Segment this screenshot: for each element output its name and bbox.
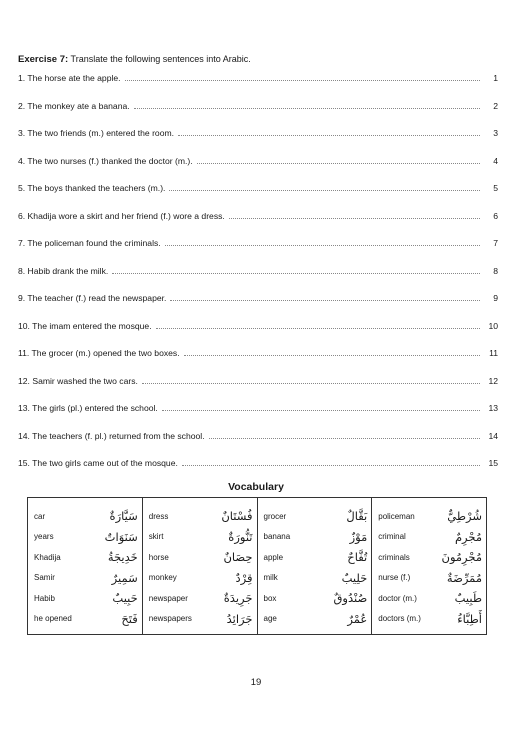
exercise-item — [18, 341, 498, 369]
vocab-arabic: جَرَائِدُ — [226, 611, 253, 626]
vocab-arabic: فَتَحَ — [121, 611, 138, 626]
vocab-entry — [34, 506, 138, 527]
answer-line[interactable] — [162, 402, 480, 411]
vocab-english: apple — [263, 552, 284, 562]
item-number: 13 — [488, 403, 498, 413]
vocab-english: monkey — [148, 573, 177, 583]
exercise-label: Exercise 7: — [18, 54, 69, 65]
exercise-sentence: 9. The teacher (f.) read the newspaper. — [18, 293, 167, 303]
vocab-english: skirt — [148, 532, 164, 542]
vocab-arabic: قِرْدٌ — [235, 570, 253, 585]
vocab-entry — [34, 588, 138, 609]
vocab-english: years — [34, 532, 54, 542]
vocab-arabic: حَلِيبٌ — [341, 570, 368, 585]
answer-line[interactable] — [184, 347, 480, 356]
exercise-item — [18, 176, 498, 204]
exercise-sentence: 6. Khadija wore a skirt and her friend (f.) wore a dress. — [18, 210, 225, 221]
vocab-english: grocer — [263, 511, 287, 521]
vocab-entry — [34, 527, 138, 548]
exercise-item — [18, 121, 498, 149]
vocab-entry — [378, 609, 482, 630]
vocab-english: box — [263, 593, 277, 603]
exercise-item — [18, 149, 498, 177]
answer-line[interactable] — [156, 320, 480, 329]
exercise-item — [18, 396, 498, 424]
exercise-item — [18, 286, 498, 314]
item-number: 3 — [493, 128, 498, 138]
vocab-arabic: أَطِبَّاءُ — [457, 611, 482, 626]
vocab-english: horse — [148, 552, 169, 562]
item-number: 4 — [493, 155, 498, 166]
exercise-item — [18, 94, 498, 122]
exercise-item — [18, 369, 498, 397]
exercise-sentence: 10. The imam entered the mosque. — [18, 320, 152, 331]
exercise-sentence: 14. The teachers (f. pl.) returned from the school. — [18, 430, 205, 441]
vocab-entry — [264, 506, 368, 527]
vocab-arabic: طَبِيبٌ — [454, 591, 482, 606]
vocab-arabic: مُمَرِّضَةٌ — [446, 570, 482, 585]
exercise-sentence: 3. The two friends (m.) entered the room. — [18, 128, 175, 138]
exercise-item — [18, 66, 498, 94]
vocab-arabic: شُرْطِيٌّ — [447, 509, 482, 524]
vocab-arabic: سَمِيرٌ — [111, 570, 138, 585]
vocab-english: Khadija — [34, 552, 61, 562]
vocab-english: banana — [263, 532, 291, 542]
exercise-sentence: 2. The monkey ate a banana. — [18, 100, 130, 111]
vocab-entry — [378, 527, 482, 548]
item-number: 8 — [493, 265, 498, 276]
answer-line[interactable] — [209, 430, 480, 439]
vocabulary-column — [372, 498, 486, 634]
vocab-entry — [34, 547, 138, 568]
vocab-english: newspapers — [148, 614, 192, 624]
vocab-arabic: سَنَوَاتٌ — [104, 529, 138, 544]
exercise-sentence: 13. The girls (pl.) entered the school. — [18, 403, 158, 413]
item-number: 1 — [493, 73, 498, 83]
exercise-header — [18, 54, 251, 65]
item-number: 5 — [493, 183, 498, 193]
vocab-entry — [264, 527, 368, 548]
vocab-english: car — [34, 511, 46, 521]
exercise-sentence: 5. The boys thanked the teachers (m.). — [18, 183, 166, 193]
item-number: 9 — [493, 293, 498, 303]
answer-line[interactable] — [197, 155, 480, 164]
exercise-sentence: 15. The two girls came out of the mosque. — [18, 458, 178, 468]
vocab-entry — [149, 568, 253, 589]
vocab-arabic: عُمْرٌ — [347, 611, 368, 626]
answer-line[interactable] — [112, 265, 480, 274]
answer-line[interactable] — [142, 375, 480, 384]
vocabulary-column — [28, 498, 143, 634]
exercise-instruction: Translate the following sentences into Arabic. — [70, 54, 251, 64]
answer-line[interactable] — [178, 127, 480, 136]
vocabulary-column — [143, 498, 258, 634]
vocab-entry — [378, 547, 482, 568]
vocab-entry — [149, 588, 253, 609]
item-number: 10 — [488, 320, 498, 331]
vocabulary-title: Vocabulary — [228, 481, 284, 493]
vocab-entry — [264, 547, 368, 568]
vocab-entry — [378, 568, 482, 589]
vocab-english: doctors (m.) — [378, 614, 421, 624]
exercise-sentence: 7. The policeman found the criminals. — [18, 238, 161, 248]
vocab-arabic: مُجْرِمٌ — [454, 529, 482, 544]
exercise-sentence: 1. The horse ate the apple. — [18, 73, 121, 83]
answer-line[interactable] — [125, 72, 480, 81]
vocab-entry — [264, 588, 368, 609]
vocab-entry — [34, 568, 138, 589]
vocab-entry — [149, 609, 253, 630]
exercise-item — [18, 314, 498, 342]
exercise-sentence: 4. The two nurses (f.) thanked the doctor (m.). — [18, 155, 193, 166]
vocab-arabic: بَقَّالٌ — [346, 509, 368, 524]
answer-line[interactable] — [229, 210, 480, 219]
item-number: 6 — [493, 210, 498, 221]
vocab-entry — [264, 568, 368, 589]
item-number: 2 — [493, 100, 498, 111]
exercise-item — [18, 424, 498, 452]
vocab-arabic: فُسْتَانٌ — [221, 509, 253, 524]
item-number: 15 — [488, 458, 498, 468]
vocab-arabic: تُفَّاحٌ — [347, 550, 368, 565]
exercise-item — [18, 204, 498, 232]
vocab-arabic: مُجْرِمُونَ — [441, 550, 482, 565]
item-number: 14 — [488, 430, 498, 441]
vocab-arabic: مَوْزٌ — [349, 529, 368, 544]
exercise-item — [18, 451, 498, 479]
vocab-arabic: سَيَّارَةٌ — [109, 509, 138, 524]
vocab-entry — [149, 547, 253, 568]
vocab-entry — [34, 609, 138, 630]
page-number: 19 — [250, 677, 262, 688]
vocab-arabic: جَرِيدَةٌ — [223, 591, 253, 606]
answer-line[interactable] — [169, 182, 480, 191]
answer-line[interactable] — [134, 100, 480, 109]
vocab-arabic: خَدِيجَةُ — [107, 550, 138, 565]
exercise-sentence: 11. The grocer (m.) opened the two boxes. — [18, 348, 180, 358]
vocab-english: criminal — [378, 532, 406, 542]
vocab-entry — [149, 527, 253, 548]
vocab-english: newspaper — [148, 593, 188, 603]
exercise-sentence: 12. Samir washed the two cars. — [18, 375, 138, 386]
vocabulary-column — [258, 498, 373, 634]
answer-line[interactable] — [170, 292, 480, 301]
vocab-arabic: حِصَانٌ — [223, 550, 253, 565]
exercise-sentence: 8. Habib drank the milk. — [18, 265, 109, 276]
vocab-arabic: صُنْدُوقٌ — [333, 591, 368, 606]
vocab-english: policeman — [378, 511, 415, 521]
vocab-entry — [378, 506, 482, 527]
vocab-entry — [264, 609, 368, 630]
vocab-english: age — [263, 614, 277, 624]
answer-line[interactable] — [165, 237, 480, 246]
vocab-english: Habib — [34, 593, 55, 603]
vocab-english: doctor (m.) — [378, 593, 417, 603]
item-number: 11 — [489, 348, 498, 358]
vocab-english: criminals — [378, 552, 410, 562]
item-number: 7 — [493, 238, 498, 248]
vocab-english: milk — [263, 573, 278, 583]
item-number: 12 — [488, 375, 498, 386]
exercise-item — [18, 231, 498, 259]
vocab-english: Samir — [34, 573, 55, 583]
vocab-entry — [149, 506, 253, 527]
vocab-english: he opened — [34, 614, 72, 624]
exercise-item — [18, 259, 498, 287]
vocab-entry — [378, 588, 482, 609]
vocab-arabic: تَنُّورَةٌ — [228, 529, 253, 544]
vocab-arabic: حَبِيبٌ — [112, 591, 138, 606]
exercise-list — [18, 66, 498, 479]
vocab-english: nurse (f.) — [378, 573, 411, 583]
vocabulary-table — [27, 497, 487, 635]
vocab-english: dress — [148, 511, 169, 521]
answer-line[interactable] — [182, 457, 480, 466]
